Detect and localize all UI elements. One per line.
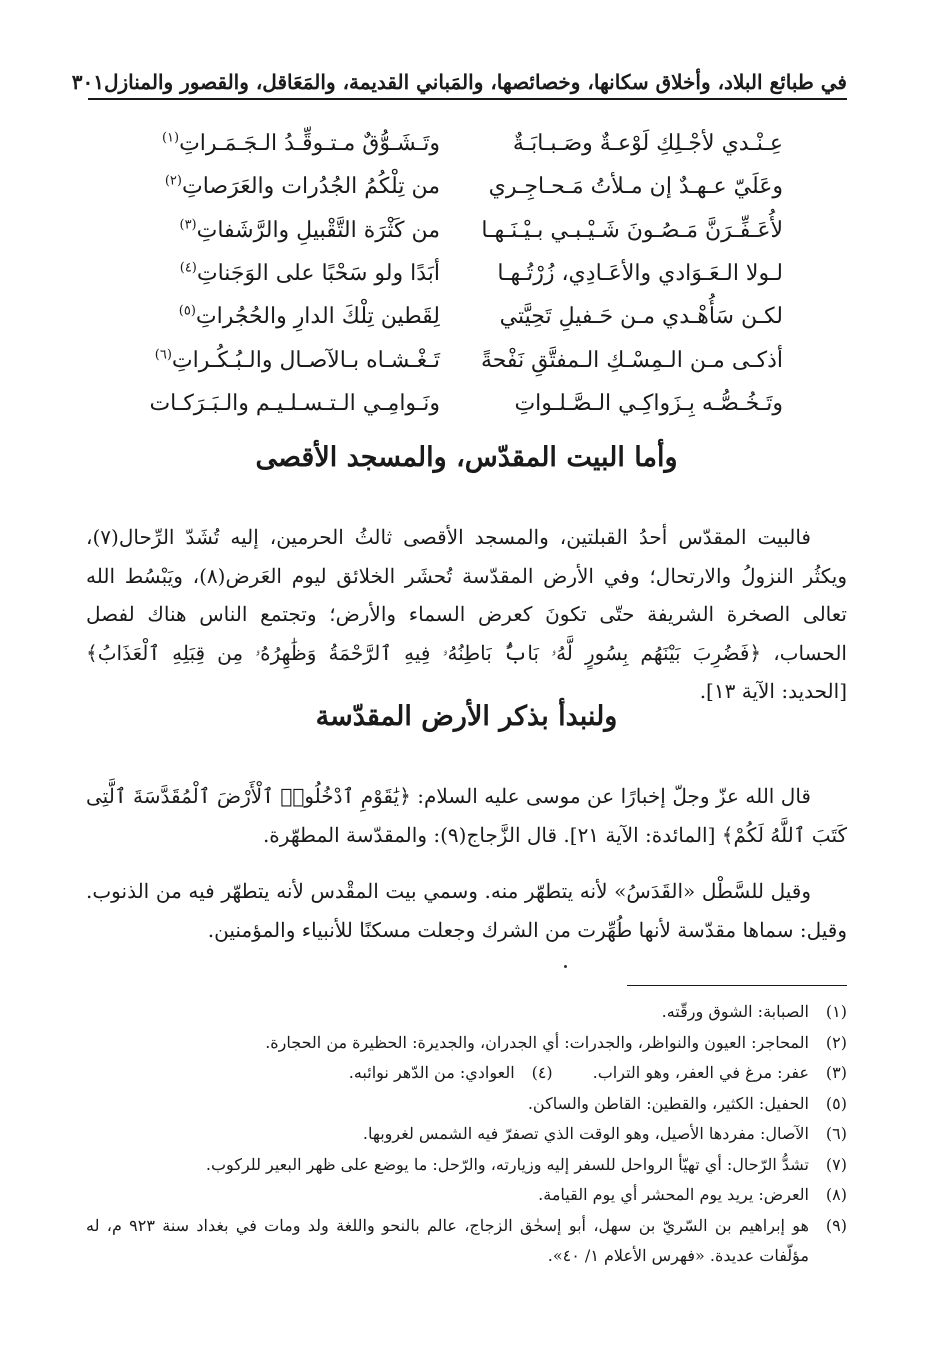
verse-first-hemistich: وتَـخُـصُّـه بِـزَواكِـي الـصَّـلـواتِ xyxy=(514,390,783,416)
verse-second-hemistich xyxy=(140,348,440,373)
verse-first-hemistich: أذكـى مـن الـمِسْـكِ الـمفتَّقِ نَفْحةً xyxy=(480,347,783,373)
footnote-pair xyxy=(86,1058,847,1089)
footnote-number: (٥) xyxy=(825,1093,847,1113)
verse-second-text: من كَثْرَة التَّقْبيلِ والرَّشَفاتِ xyxy=(196,217,440,243)
footnote-ref: (١) xyxy=(161,130,180,146)
verse-second-hemistich xyxy=(140,304,440,329)
footnote xyxy=(86,997,847,1028)
running-head xyxy=(71,66,847,100)
footnote-number: (٧) xyxy=(825,1154,847,1174)
verse-second-text: من تِلْكُمُ الجُدُرات والعَرَصاتِ xyxy=(181,174,440,200)
footnote-number: (٦) xyxy=(825,1124,847,1143)
footnote-separator xyxy=(627,985,847,986)
footnote xyxy=(86,1119,847,1150)
footnote xyxy=(86,1028,847,1059)
footnotes xyxy=(86,997,847,1272)
verse-second-hemistich xyxy=(140,174,440,199)
footnote-ref: (٦) xyxy=(154,347,172,363)
verse-first-hemistich: لكـن سَأُهْـدي مـن حَـفيلِ تَحِيَّتي xyxy=(499,304,783,330)
footnote-ref: (٥) xyxy=(178,304,196,319)
poem-verse xyxy=(140,338,783,381)
poem-verse xyxy=(140,295,783,338)
verse-second-text: تَـغْـشـاه بـالآصـال والـبُـكُـراتِ xyxy=(171,347,440,373)
footnote-text: تشدُّ الرّحال: أي تهيّأ الرواحل للسفر إليه وزيارته، والرّحل: ما يوضع على ظهر البعير للركوب. xyxy=(205,1154,809,1174)
footnote-text: الآصال: مفردها الأصيل، وهو الوقت الذي تصفرّ فيه الشمس لغروبها. xyxy=(362,1124,809,1143)
footnote-text: عفر: مرغ في العفر، وهو التراب. xyxy=(592,1063,809,1082)
section-heading: ولنبدأ بذكر الأرض المقدّسة xyxy=(315,701,618,732)
footnote-number: (١) xyxy=(825,1002,847,1021)
footnote xyxy=(86,1211,847,1272)
page-number: ٣٠١ xyxy=(71,70,104,94)
verse-second-text: وتَـشَـوُّقٌ مـتـوقِّـدُ الـجَـمَـراتِ xyxy=(179,131,440,157)
body-paragraph: فالبيت المقدّس أحدُ القبلتين، والمسجد الأقصى ثالثُ الحرمين، إليه تُشَدّ الرِّحال(٧)، ويكثُر النزولُ والارتحال؛ وفي الأرض المقدّسة تُحشَر الخلائق ليوم العَرض(٨)، ويَبْسُط الله تعالى الصخرة الشريفة حتّى تكونَ كعرض السماء والأرض؛ وتجتمع الناس هناك لفصل الحساب، ﴿فَضُرِبَ بَيْنَهُم بِسُورٍ لَّهُۥ بَابٌۢ بَاطِنُهُۥ فِيهِ ٱلرَّحْمَةُ وَظَٰهِرُهُۥ مِن قِبَلِهِ ٱلْعَذَابُ﴾ [الحديد: الآية ١٣]. xyxy=(86,525,847,703)
verse-second-text: لِقَطين تِلْكَ الدارِ والحُجُراتِ xyxy=(195,304,440,330)
footnote-ref: (٢) xyxy=(164,174,182,190)
footnote-number: (٤) xyxy=(531,1063,553,1082)
verse-second-text: أبَدًا ولو سَحْبًا على الوَجَناتِ xyxy=(196,261,440,287)
verse-first-hemistich: لـولا الـعَـوَادي والأعَـادِي، زُرْتُـهـا xyxy=(497,261,783,287)
footnote-text: المحاجر: العيون والنواظر، والجدرات: أي الجدران، والجديرة: الحظيرة من الحجارة. xyxy=(265,1032,809,1052)
footnote xyxy=(349,1058,553,1089)
poem-verse xyxy=(140,165,783,208)
footnote xyxy=(593,1058,847,1089)
section-heading: وأما البيت المقدّس، والمسجد الأقصى xyxy=(255,442,678,473)
poem xyxy=(140,122,783,425)
footnote-text: العرض: يريد يوم المحشر أي يوم القيامة. xyxy=(538,1185,809,1204)
verse-first-hemistich: وعَلَيّ عـهـدٌ إن مـلأتُ مَـحـاجِـري xyxy=(488,174,783,200)
verse-second-hemistich xyxy=(140,131,440,156)
footnote-text: الحفيل: الكثير، والقطين: القاطن والساكن. xyxy=(527,1093,809,1113)
footnote-text: العوادي: من الدّهر نوائبه. xyxy=(348,1063,515,1082)
footnote xyxy=(86,1089,847,1120)
footnote-ref: (٣) xyxy=(179,217,197,233)
verse-first-hemistich: عِـنْـدي لأجْـلِكِ لَوْعـةٌ وصَـبـابَـةٌ xyxy=(512,131,783,157)
verse-second-hemistich xyxy=(140,261,440,286)
footnote-text: هو إبراهيم بن السّريّ بن سهل، أبو إسحٰق الزجاج، عالم بالنحو واللغة ولد ومات في بغداد سنة ٩٢٣ م، له مؤلّفات عديدة. «فهرس الأعلام ١/ ٤٠». xyxy=(86,1215,809,1265)
poem-verse xyxy=(140,382,783,425)
running-title: في طبائع البلاد، وأخلاق سكانها، وخصائصها، والمَباني القديمة، والمَعَاقل، والقصور والمنازل xyxy=(103,70,847,94)
footnote-number: (٢) xyxy=(825,1032,847,1052)
verse-first-hemistich: لأُعَـفِّـرَنَّ مَـصُـونَ شَـيْـبـي بـيْـنَـهـا xyxy=(481,217,783,243)
print-speck xyxy=(564,965,567,968)
verse-second-hemistich xyxy=(140,218,440,243)
footnote xyxy=(86,1150,847,1181)
footnote-number: (٨) xyxy=(825,1185,847,1204)
footnote-number: (٩) xyxy=(825,1215,847,1235)
footnote-number: (٣) xyxy=(825,1063,847,1082)
poem-verse xyxy=(140,252,783,295)
footnote xyxy=(86,1180,847,1211)
footnote-text: الصبابة: الشوق ورقّته. xyxy=(661,1002,809,1021)
body-paragraph: وقيل للسَّطْل «القَدَسُ» لأنه يتطهّر منه. وسمي بيت المقْدس لأنه يتطهّر فيه من الذنوب. وقيل: سماها مقدّسة لأنها طُهِّرت من الشرك وجعلت مسكنًا للأنبياء والمؤمنين. xyxy=(86,879,847,942)
footnote-ref: (٤) xyxy=(179,260,197,276)
body-paragraph: قال الله عزّ وجلّ إخبارًا عن موسى عليه السلام: ﴿يَٰقَوْمِ ٱدْخُلُوا۟ ٱلْأَرْضَ ٱلْمُقَدَّسَةَ ٱلَّتِى كَتَبَ ٱللَّهُ لَكُمْ﴾ [المائدة: الآية ٢١]. قال الزَّجاج(٩): والمقدّسة المطهّرة. xyxy=(86,784,847,847)
poem-verse xyxy=(140,122,783,165)
verse-second-hemistich: ونَـوامِـي الـتـسـلـيـم والـبَـرَكـات xyxy=(149,390,440,416)
poem-verse xyxy=(140,209,783,252)
